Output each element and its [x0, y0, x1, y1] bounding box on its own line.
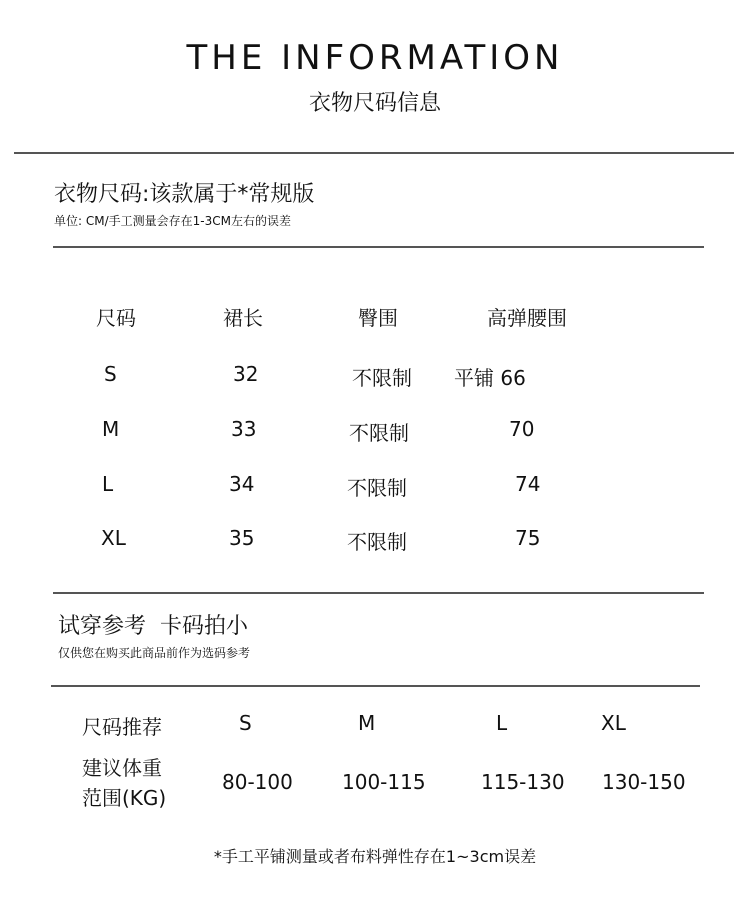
size-row-m-waist: 70 — [509, 417, 535, 441]
size-row-s-hip: 不限制 — [352, 366, 412, 390]
size-row-l-size: L — [102, 472, 114, 496]
recommend-size-label: 尺码推荐 — [82, 715, 162, 739]
recommend-size-l: L — [496, 711, 508, 735]
size-row-xl-hip: 不限制 — [347, 530, 407, 554]
size-col-header-waist: 高弹腰围 — [487, 306, 567, 330]
divider-size-header — [53, 246, 704, 248]
size-col-header-size: 尺码 — [96, 306, 136, 330]
title-chinese: 衣物尺码信息 — [308, 91, 441, 116]
try-on-note: 仅供您在购买此商品前作为选码参考 — [58, 646, 251, 660]
size-row-l-hip: 不限制 — [347, 476, 407, 500]
size-row-xl-size: XL — [101, 526, 126, 550]
footer-note: *手工平铺测量或者布料弹性存在1~3cm误差 — [213, 847, 537, 866]
recommend-weight-l: 115-130 — [481, 770, 565, 794]
size-row-xl-waist: 75 — [515, 526, 541, 550]
recommend-weight-label-line2: 范围(KG) — [82, 786, 167, 810]
size-row-s-waist: 平铺 66 — [454, 366, 526, 390]
recommend-weight-xl: 130-150 — [602, 770, 686, 794]
size-col-header-hip: 臀围 — [358, 306, 398, 330]
size-row-xl-length: 35 — [229, 526, 255, 550]
size-row-m-hip: 不限制 — [349, 421, 409, 445]
size-section-heading: 衣物尺码:该款属于*常规版 — [54, 182, 315, 207]
recommend-size-s: S — [239, 711, 252, 735]
size-row-m-size: M — [102, 417, 120, 441]
size-row-s-length: 32 — [233, 362, 259, 386]
recommend-weight-s: 80-100 — [222, 770, 293, 794]
divider-recommend — [51, 685, 700, 687]
title-english: THE INFORMATION — [186, 38, 564, 78]
recommend-weight-m: 100-115 — [342, 770, 426, 794]
divider-size-bottom — [53, 592, 704, 594]
size-row-l-waist: 74 — [515, 472, 541, 496]
size-section-note: 单位: CM/手工测量会存在1-3CM左右的误差 — [54, 214, 291, 228]
size-row-l-length: 34 — [229, 472, 255, 496]
recommend-weight-label-line1: 建议体重 — [82, 756, 162, 780]
try-on-heading: 试穿参考 卡码拍小 — [58, 614, 248, 639]
size-row-m-length: 33 — [231, 417, 257, 441]
size-row-s-size: S — [104, 362, 117, 386]
recommend-size-m: M — [358, 711, 376, 735]
divider-top — [14, 152, 734, 154]
size-col-header-length: 裙长 — [223, 306, 263, 330]
recommend-size-xl: XL — [601, 711, 626, 735]
